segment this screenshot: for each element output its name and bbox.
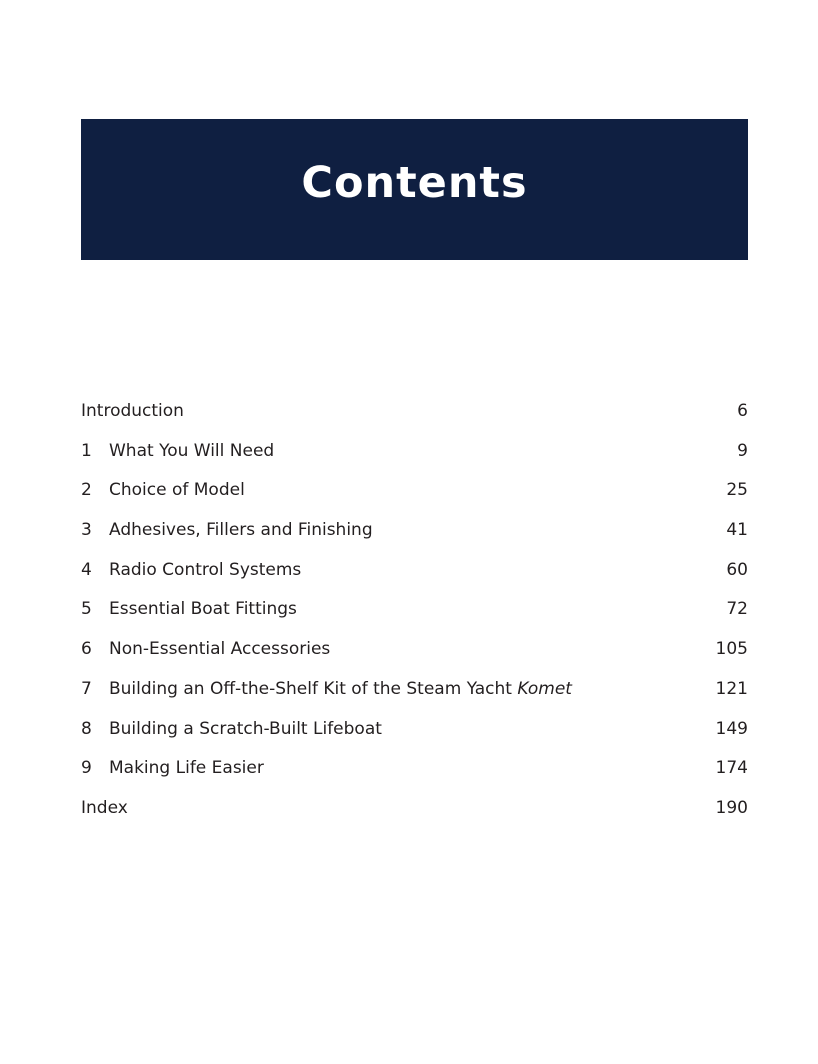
toc-entry-page: 149 bbox=[715, 718, 748, 739]
toc-entry-chapter-8[interactable] bbox=[81, 716, 748, 756]
toc-entry-chapter-2[interactable] bbox=[81, 477, 748, 517]
toc-entry-title: What You Will Need bbox=[109, 440, 275, 461]
toc-entry-page: 190 bbox=[715, 797, 748, 818]
toc-entry-number: 2 bbox=[81, 480, 92, 501]
toc-entry-number: 9 bbox=[81, 758, 92, 779]
toc-entry-chapter-4[interactable] bbox=[81, 557, 748, 597]
toc-entry-title: Radio Control Systems bbox=[109, 559, 302, 580]
toc-entry-title: Building a Scratch-Built Lifeboat bbox=[109, 718, 382, 739]
toc-entry-page: 105 bbox=[715, 639, 748, 660]
toc-entry-chapter-9[interactable] bbox=[81, 755, 748, 795]
toc-entry-page: 174 bbox=[715, 758, 748, 779]
toc-entry-index[interactable] bbox=[81, 795, 748, 835]
toc-entry-page: 121 bbox=[715, 678, 748, 699]
toc-entry-title: Building an Off-the-Shelf Kit of the Steam Yacht Komet bbox=[109, 678, 572, 699]
toc-entry-title: Introduction bbox=[81, 401, 184, 421]
toc-entry-page: 60 bbox=[726, 559, 748, 580]
toc-entry-chapter-3[interactable] bbox=[81, 517, 748, 557]
toc-entry-number: 6 bbox=[81, 639, 92, 660]
toc-entry-page: 9 bbox=[737, 440, 748, 461]
toc-entry-chapter-1[interactable] bbox=[81, 438, 748, 478]
toc-entry-page: 6 bbox=[737, 401, 748, 421]
toc-entry-title: Index bbox=[81, 797, 128, 818]
toc-entry-page: 41 bbox=[726, 520, 748, 541]
toc-entry-title: Making Life Easier bbox=[109, 758, 264, 779]
toc-entry-number: 4 bbox=[81, 559, 92, 580]
contents-header-banner bbox=[81, 119, 748, 260]
toc-entry-page: 25 bbox=[726, 480, 748, 501]
page-title: Contents bbox=[301, 158, 528, 208]
toc-entry-title: Adhesives, Fillers and Finishing bbox=[109, 520, 373, 541]
toc-entry-introduction[interactable] bbox=[81, 398, 748, 438]
table-of-contents bbox=[81, 398, 748, 835]
toc-entry-chapter-6[interactable] bbox=[81, 636, 748, 676]
toc-entry-number: 7 bbox=[81, 678, 92, 699]
toc-entry-title: Choice of Model bbox=[109, 480, 245, 501]
toc-entry-number: 1 bbox=[81, 440, 92, 461]
toc-entry-number: 3 bbox=[81, 520, 92, 541]
toc-entry-chapter-7[interactable] bbox=[81, 676, 748, 716]
toc-entry-page: 72 bbox=[726, 599, 748, 620]
toc-entry-chapter-5[interactable] bbox=[81, 596, 748, 636]
toc-entry-number: 5 bbox=[81, 599, 92, 620]
toc-entry-title: Non-Essential Accessories bbox=[109, 639, 331, 660]
toc-entry-number: 8 bbox=[81, 718, 92, 739]
toc-entry-title: Essential Boat Fittings bbox=[109, 599, 297, 620]
